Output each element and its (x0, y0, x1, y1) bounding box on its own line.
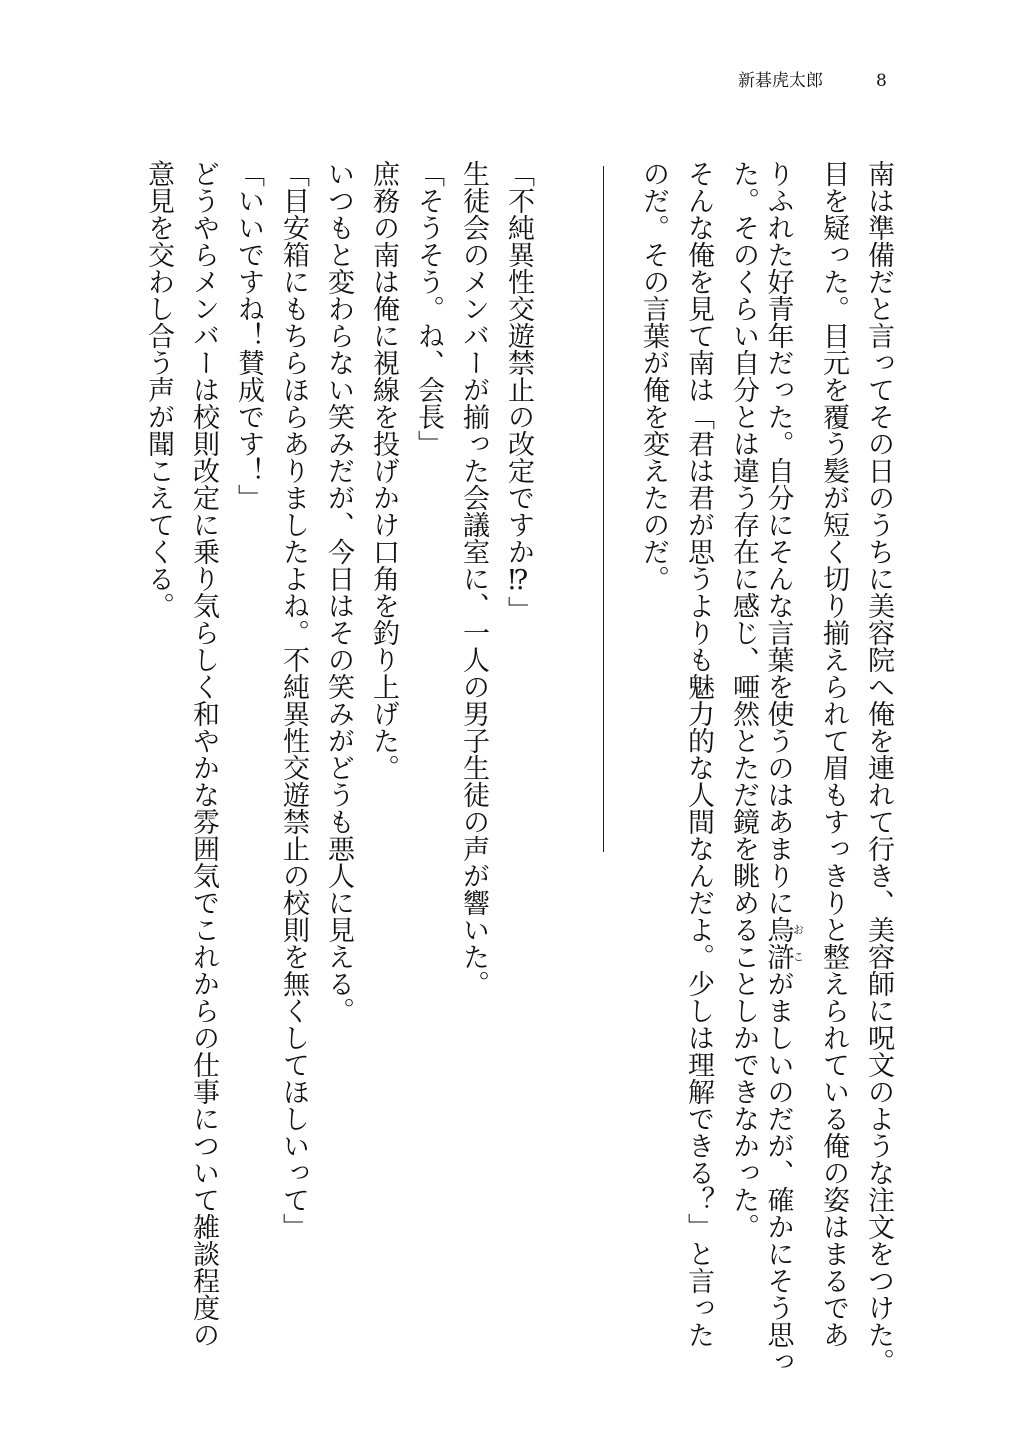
section-divider (603, 166, 604, 852)
ruby-base: 烏滸 (762, 916, 794, 970)
text-line: のだ。その言葉が俺を変えたのだ。 (638, 160, 669, 592)
text-line: 「目安箱にもちらほらありましたよね。不純異性交遊禁止の校則を無くしてほしいって」 (278, 160, 309, 1240)
running-header-author: 新碁虎太郎 (738, 71, 823, 91)
text-line: 「いいですね！賛成です！」 (233, 160, 264, 511)
text-segment: がましいのだが、確かにそう思っ (762, 970, 794, 1375)
text-line: 意見を交わし合う声が聞こえてくる。 (143, 160, 174, 619)
text-line-with-ruby (762, 160, 805, 1375)
text-line: 「不純異性交遊禁止の改定ですか⁉」 (503, 160, 534, 623)
text-line: そんな俺を見て南は「君は君が思うよりも魅力的な人間なんだよ。少しは理解できる？」と言った (683, 160, 714, 1348)
text-line: いつもと変わらない笑みだが、今日はその笑みがどうも悪人に見える。 (323, 160, 354, 1024)
running-header (738, 66, 938, 96)
text-line: どうやらメンバーは校則改定に乗り気らしく和やかな雰囲気でこれからの仕事について雑談程度の (188, 160, 219, 1348)
text-line: 庶務の南は俺に視線を投げかけ口角を釣り上げた。 (368, 160, 399, 781)
text-line: 「そうそう。ね、会長」 (413, 160, 444, 457)
text-segment: りふれた好青年だった。自分にそんな言葉を使うのはあまりに (762, 160, 794, 916)
ruby-annotation (762, 916, 805, 970)
ruby-reading: おこ (791, 916, 805, 970)
page-number: 8 (876, 71, 887, 91)
text-line: 南は準備だと言ってその日のうちに美容院へ俺を連れて行き、美容師に呪文のような注文をつけた。 (863, 160, 894, 1375)
text-line: た。そのくらい自分とは違う存在に感じ、唖然とただ鏡を眺めることしかできなかった。 (728, 160, 759, 1240)
text-line: 生徒会のメンバーが揃った会議室に、一人の男子生徒の声が響いた。 (458, 160, 489, 997)
text-line: 目を疑った。目元を覆う髪が短く切り揃えられて眉もすっきりと整えられている俺の姿はまるであ (818, 160, 849, 1348)
